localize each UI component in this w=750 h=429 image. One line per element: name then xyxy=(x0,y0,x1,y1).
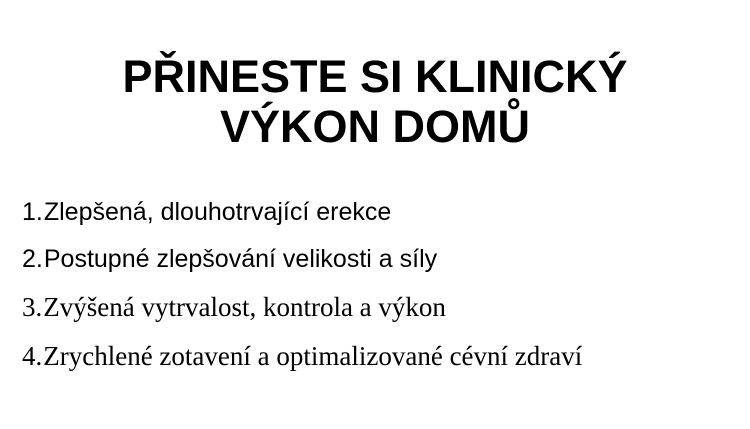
title-line-1: PŘINESTE SI KLINICKÝ xyxy=(122,51,628,102)
list-item-label: Zrychlené zotavení a optimalizované cévní zdraví xyxy=(43,341,583,371)
list-item xyxy=(22,200,740,225)
list-item xyxy=(22,343,740,370)
list-item-number: 2. xyxy=(22,245,43,273)
benefits-list xyxy=(22,200,740,392)
list-item-number: 3. xyxy=(22,292,43,322)
list-item-label: Postupné zlepšování velikosti a síly xyxy=(43,245,438,273)
list-item-number: 4. xyxy=(22,341,43,371)
list-item-number: 1. xyxy=(22,198,43,226)
list-item-label: Zvýšená vytrvalost, kontrola a výkon xyxy=(43,292,446,322)
title-line-2: VÝKON DOMŮ xyxy=(219,101,530,153)
list-item xyxy=(22,247,740,272)
page-title xyxy=(0,0,750,153)
list-item-label: Zlepšená, dlouhotrvající erekce xyxy=(43,198,392,226)
list-item xyxy=(22,294,740,321)
